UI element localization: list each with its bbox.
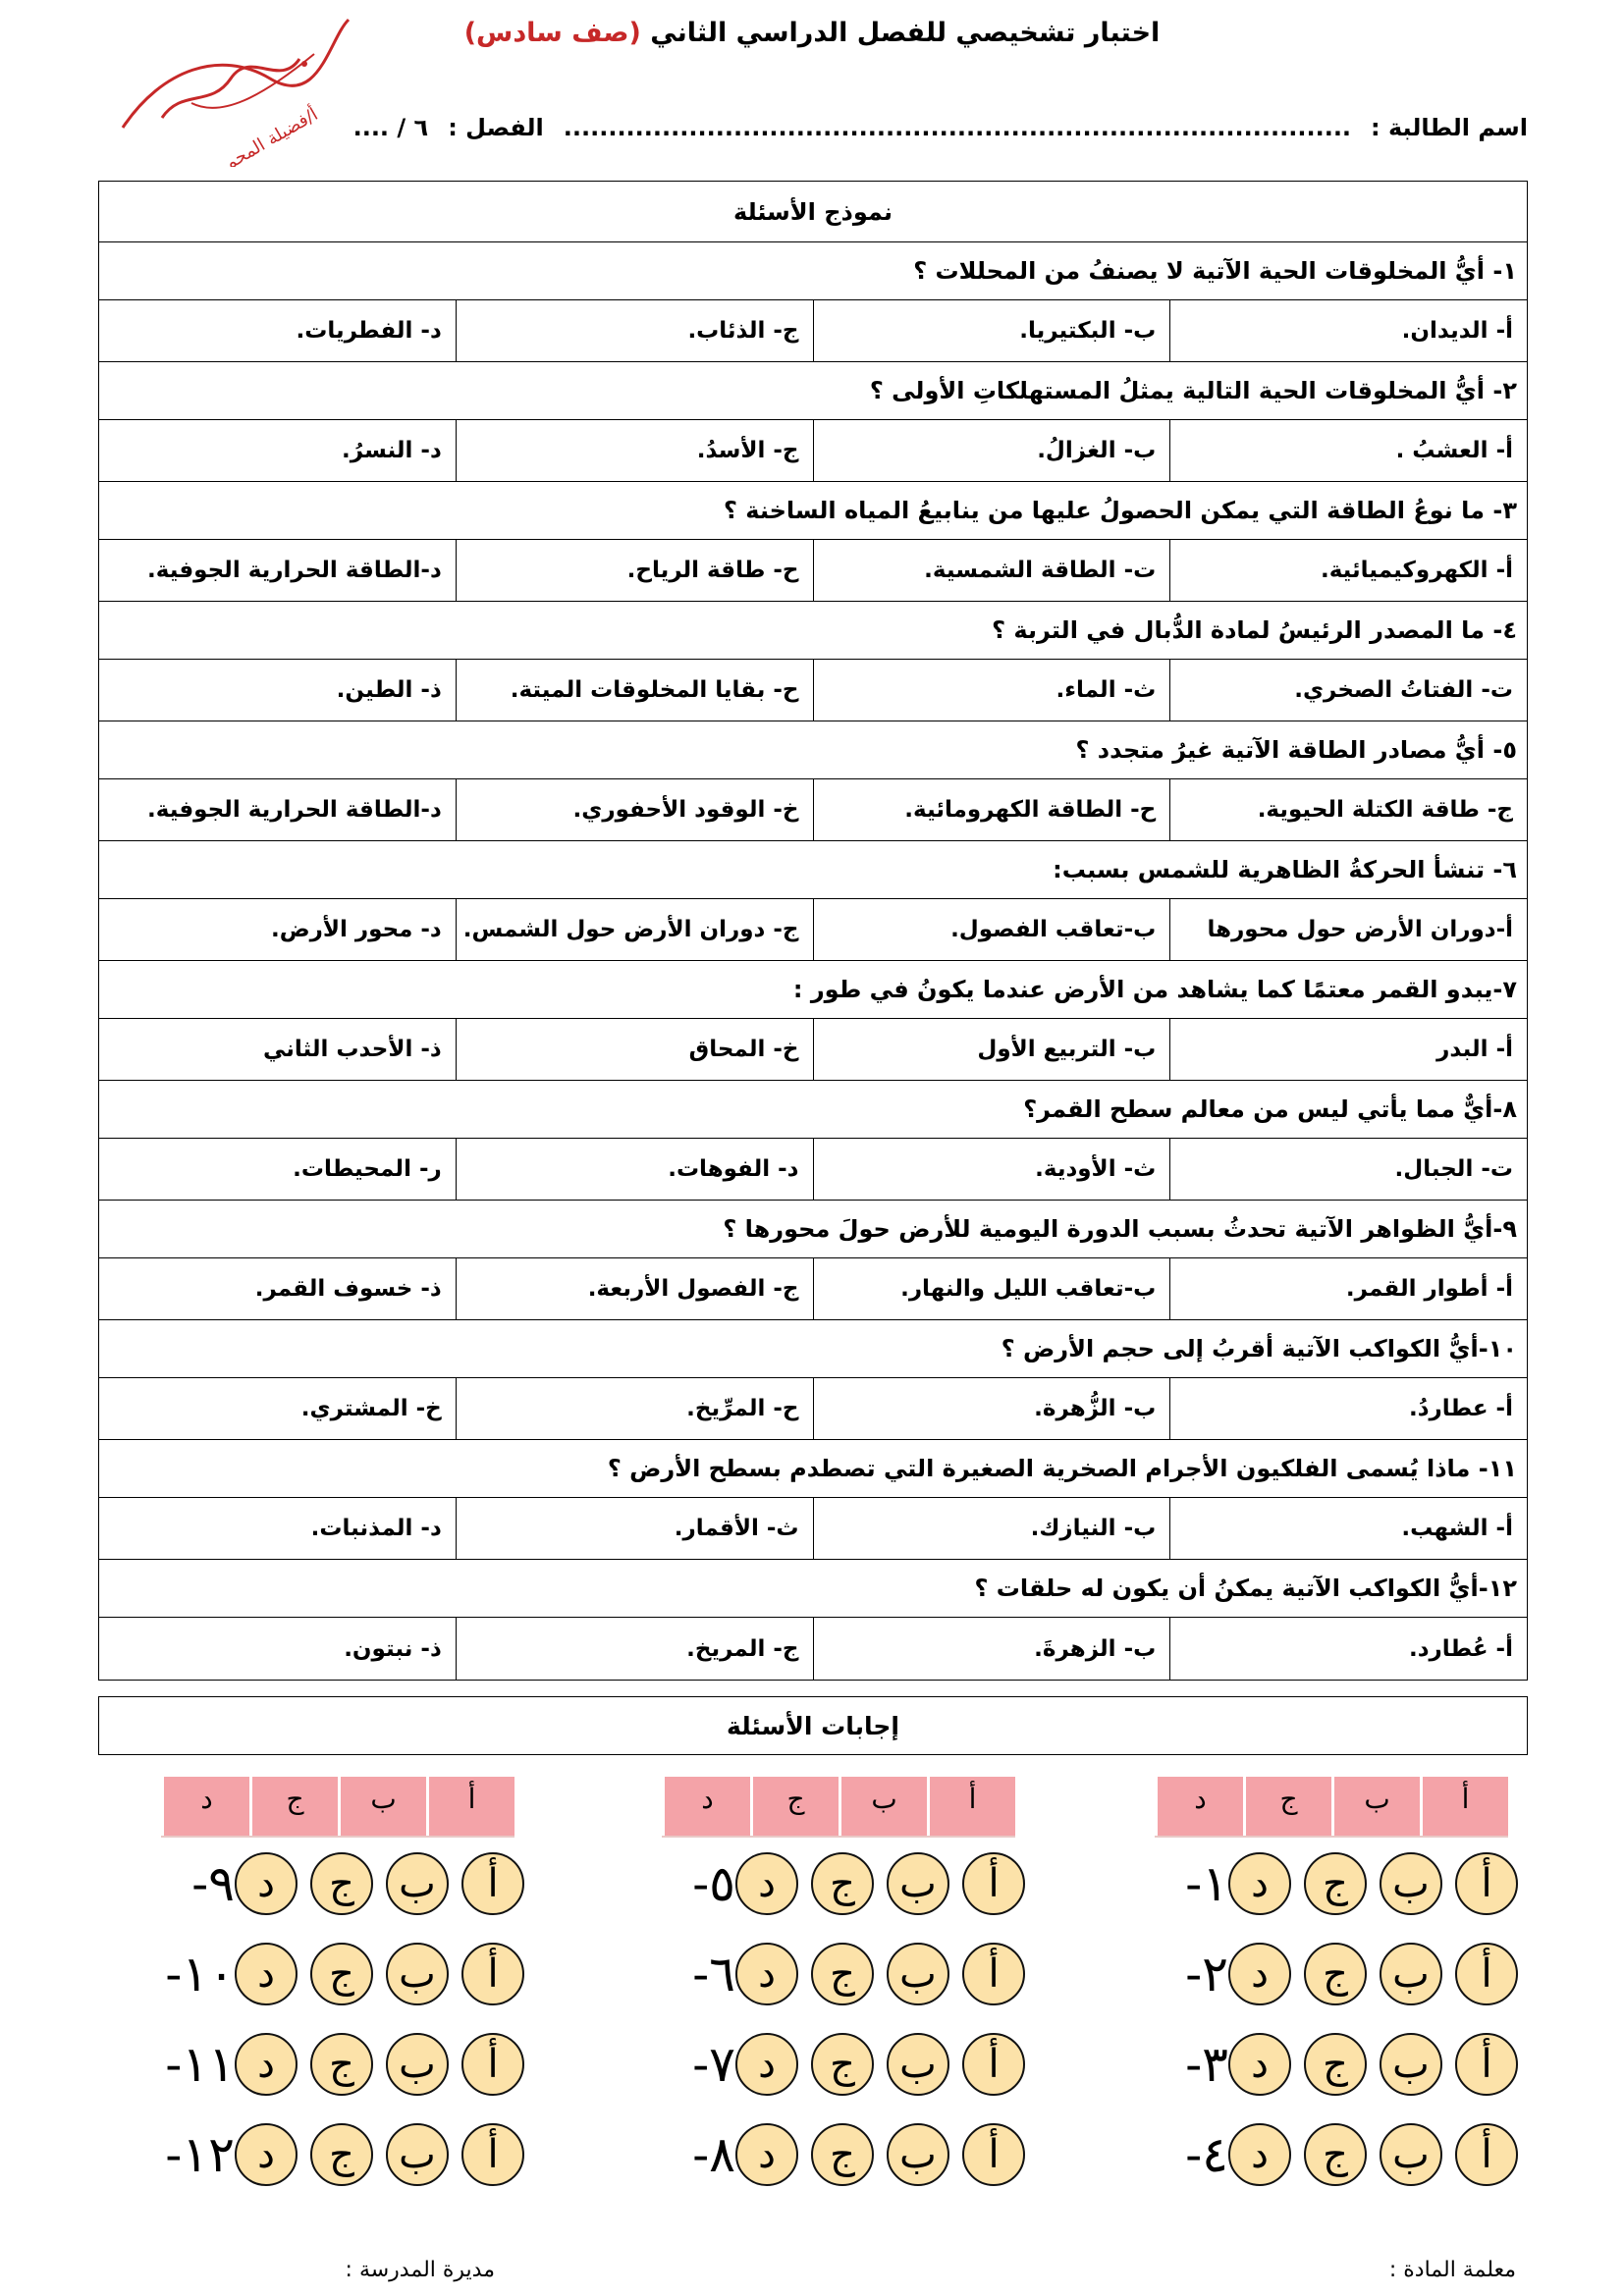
- answer-bubble[interactable]: ج: [1304, 1852, 1367, 1915]
- answer-bubble[interactable]: ب: [386, 2123, 449, 2186]
- answer-number: ٦-: [692, 1946, 735, 2002]
- principal-label: مديرة المدرسة :: [345, 2258, 495, 2282]
- answer-number: ٣-: [1185, 2036, 1228, 2093]
- question-text: ٩-أيُّ الظواهر الآتية تحدثُ بسبب الدورة اليومية للأرض حولَ محورها ؟: [99, 1201, 1527, 1258]
- exam-grade: (صف سادس): [463, 18, 641, 48]
- option-cell: ب- الزهرةَ.: [813, 1618, 1170, 1680]
- answer-bubble[interactable]: أ: [962, 1852, 1025, 1915]
- answer-bubble[interactable]: ج: [1304, 2123, 1367, 2186]
- answer-row: [662, 2020, 1035, 2109]
- answer-bubbles: [735, 1943, 1025, 2005]
- answer-bubble[interactable]: ج: [310, 1943, 373, 2005]
- question-text: ٤- ما المصدر الرئيسُ لمادة الدُّبال في التربة ؟: [99, 602, 1527, 660]
- question-text: ٢- أيُّ المخلوقات الحية التالية يمثلُ المستهلكاتِ الأولى ؟: [99, 362, 1527, 420]
- option-cell: ج- الفصول الأربعة.: [456, 1258, 813, 1319]
- answer-bubble[interactable]: د: [235, 1943, 298, 2005]
- answer-bubble[interactable]: ب: [386, 1852, 449, 1915]
- answer-bubbles: [735, 2033, 1025, 2096]
- answer-block-2: [662, 1777, 1035, 2199]
- option-cell: د- المذنبات.: [310, 1516, 442, 1541]
- student-info-line: [353, 108, 1528, 147]
- option-cell: خ- المحاق: [456, 1019, 813, 1080]
- answer-bubbles: [1228, 1943, 1518, 2005]
- answer-letter-header-cell: ب: [338, 1777, 426, 1836]
- student-name-label: اسم الطالبة :: [1371, 114, 1528, 141]
- option-cell: ث- الماء.: [813, 660, 1170, 721]
- answer-letter-header-cell: أ: [426, 1777, 514, 1836]
- option-cell: ذ- الأحدب الثاني: [262, 1037, 442, 1062]
- answer-bubble[interactable]: أ: [461, 1943, 524, 2005]
- question-text: ١٢-أيُّ الكواكب الآتية يمكنُ أن يكون له حلقات ؟: [99, 1560, 1527, 1618]
- option-cell: د-الطاقة الحرارية الجوفية.: [147, 558, 442, 583]
- answer-row: [1155, 2110, 1528, 2199]
- option-cell: أ- العشبُ .: [1169, 420, 1527, 481]
- answer-bubble[interactable]: أ: [1455, 2123, 1518, 2186]
- answer-letters-header: [1155, 1777, 1508, 1838]
- option-cell: د- محور الأرض.: [270, 917, 442, 942]
- answer-row: [1155, 1840, 1528, 1928]
- answer-bubble[interactable]: أ: [962, 2033, 1025, 2096]
- answer-number: ١-: [1185, 1855, 1228, 1912]
- option-cell: ت- الجبال.: [1169, 1139, 1527, 1200]
- option-cell: ب- البكتيريا.: [813, 300, 1170, 361]
- answer-letter-header-cell: ج: [750, 1777, 839, 1836]
- option-cell: أ- البدر: [1169, 1019, 1527, 1080]
- answer-bubble[interactable]: ب: [887, 2033, 949, 2096]
- answer-bubble[interactable]: ج: [811, 2123, 874, 2186]
- option-cell: ت- الفتاتُ الصخري.: [1169, 660, 1527, 721]
- question-text: ٨-أيٌّ مما يأتي ليس من معالم سطح القمر؟: [99, 1081, 1527, 1139]
- question-options-row: [99, 420, 1527, 482]
- answer-row: [662, 2110, 1035, 2199]
- answer-letter-header-cell: ج: [249, 1777, 338, 1836]
- question-options-row: [99, 1139, 1527, 1201]
- question-options-row: [99, 660, 1527, 721]
- question-text: ١- أيُّ المخلوقات الحية الآتية لا يصنفُ من المحللات ؟: [99, 242, 1527, 300]
- answer-bubbles: [235, 2123, 524, 2186]
- answer-bubble[interactable]: ج: [811, 1852, 874, 1915]
- answer-bubble[interactable]: د: [735, 1852, 798, 1915]
- option-cell: ر- المحيطات.: [293, 1156, 442, 1182]
- answer-letters-header: [662, 1777, 1015, 1838]
- student-name-blank: ........................................................................................: [563, 114, 1352, 141]
- answer-bubble[interactable]: د: [235, 2033, 298, 2096]
- answer-bubble[interactable]: ج: [310, 1852, 373, 1915]
- answer-bubble[interactable]: أ: [962, 1943, 1025, 2005]
- option-cell: ب-تعاقب الفصول.: [813, 899, 1170, 960]
- question-text: ٥- أيُّ مصادر الطاقة الآتية غيرُ متجدد ؟: [99, 721, 1527, 779]
- answer-number: ٩-: [191, 1855, 235, 1912]
- answer-bubbles: [735, 2123, 1025, 2186]
- answer-number: ٢-: [1185, 1946, 1228, 2002]
- answer-letters-header: [161, 1777, 514, 1838]
- question-options-row: [99, 1019, 1527, 1081]
- option-cell: ذ- نبتون.: [344, 1635, 442, 1662]
- teacher-signature: [103, 10, 358, 167]
- answer-row: [161, 2110, 534, 2199]
- question-options-row: [99, 1258, 1527, 1320]
- option-cell: ب- الغزالُ.: [813, 420, 1170, 481]
- answer-bubbles: [1228, 2123, 1518, 2186]
- option-cell: ذ- الطين.: [336, 677, 442, 703]
- option-cell: أ- عطاردُ.: [1169, 1378, 1527, 1439]
- answer-bubble[interactable]: ج: [310, 2123, 373, 2186]
- signature-drawing: [103, 10, 358, 167]
- answer-bubbles: [235, 1852, 524, 1915]
- answer-letter-header-cell: د: [662, 1777, 750, 1836]
- option-cell: ب- التربيع الأول: [813, 1019, 1170, 1080]
- question-options-row: [99, 540, 1527, 602]
- answer-bubble[interactable]: ج: [310, 2033, 373, 2096]
- option-cell: خ- المشتري.: [300, 1396, 442, 1421]
- answer-letter-header-cell: أ: [927, 1777, 1015, 1836]
- answers-header: [98, 1696, 1528, 1755]
- option-cell: ث- الأودية.: [813, 1139, 1170, 1200]
- option-cell: ح- طاقة الرياح.: [456, 540, 813, 601]
- option-cell: ج- طاقة الكتلة الحيوية.: [1169, 779, 1527, 840]
- answer-bubble[interactable]: ب: [887, 1943, 949, 2005]
- question-text: ٣- ما نوعُ الطاقة التي يمكن الحصولُ عليها من ينابيعُ المياه الساخنة ؟: [99, 482, 1527, 540]
- option-cell: أ- عُطارد.: [1169, 1618, 1527, 1680]
- answer-number: ٥-: [692, 1855, 735, 1912]
- option-cell: د- الفوهات.: [456, 1139, 813, 1200]
- question-options-row: [99, 1378, 1527, 1440]
- option-cell: ث- الأقمار.: [456, 1498, 813, 1559]
- option-cell: د-الطاقة الحرارية الجوفية.: [147, 797, 442, 823]
- answer-number: ١٠-: [165, 1946, 235, 2002]
- answer-bubble[interactable]: د: [735, 2123, 798, 2186]
- questions-header-label: نموذج الأسئلة: [733, 197, 893, 226]
- option-cell: أ- الكهروكيميائية.: [1169, 540, 1527, 601]
- answer-letter-header-cell: ب: [1331, 1777, 1420, 1836]
- answer-bubble[interactable]: أ: [461, 2033, 524, 2096]
- answer-bubbles: [735, 1852, 1025, 1915]
- questions-table: [98, 181, 1528, 1681]
- option-cell: أ- أطوار القمر.: [1169, 1258, 1527, 1319]
- answer-bubble[interactable]: ج: [811, 1943, 874, 2005]
- answer-row: [161, 1840, 534, 1928]
- answer-bubble[interactable]: د: [1228, 1943, 1291, 2005]
- option-cell: ج- الذئاب.: [456, 300, 813, 361]
- question-text: ٧-يبدو القمر معتمًا كما يشاهد من الأرض عندما يكونُ في طور :: [99, 961, 1527, 1019]
- option-cell: ح- المرِّيخ.: [456, 1378, 813, 1439]
- answer-bubble[interactable]: ب: [887, 2123, 949, 2186]
- option-cell: ج- الأسدُ.: [456, 420, 813, 481]
- answers-header-label: إجابات الأسئلة: [727, 1711, 899, 1740]
- answer-number: ٤-: [1185, 2126, 1228, 2183]
- answer-bubble[interactable]: د: [1228, 1852, 1291, 1915]
- answer-letter-header-cell: أ: [1420, 1777, 1508, 1836]
- answer-letter-header-cell: ب: [839, 1777, 927, 1836]
- answer-bubble[interactable]: د: [735, 2033, 798, 2096]
- option-cell: ح- الطاقة الكهرومائية.: [813, 779, 1170, 840]
- option-cell: ذ- خسوف القمر.: [254, 1276, 442, 1302]
- option-cell: ب- النيازك.: [813, 1498, 1170, 1559]
- answer-row: [662, 1930, 1035, 2018]
- answer-bubble[interactable]: أ: [1455, 1943, 1518, 2005]
- answer-block-1: [1155, 1777, 1528, 2199]
- signature-name: أ/فضيلة المحمي: [209, 104, 322, 167]
- answer-bubbles: [1228, 1852, 1518, 1915]
- answer-bubble[interactable]: ج: [811, 2033, 874, 2096]
- question-options-row: [99, 1498, 1527, 1560]
- answer-number: ٧-: [692, 2036, 735, 2093]
- question-options-row: [99, 300, 1527, 362]
- answer-bubble[interactable]: د: [1228, 2033, 1291, 2096]
- teacher-label: معلمة المادة :: [1388, 2258, 1516, 2282]
- answer-row: [1155, 1930, 1528, 2018]
- option-cell: أ- الشهب.: [1169, 1498, 1527, 1559]
- answer-bubble[interactable]: ج: [1304, 2033, 1367, 2096]
- answer-letter-header-cell: د: [1155, 1777, 1243, 1836]
- option-cell: أ-دوران الأرض حول محورها: [1169, 899, 1527, 960]
- answer-number: ١١-: [165, 2036, 235, 2093]
- answer-letter-header-cell: ج: [1243, 1777, 1331, 1836]
- question-text: ٦- تنشأ الحركةُ الظاهرية للشمس بسبب:: [99, 841, 1527, 899]
- answer-bubble[interactable]: ب: [887, 1852, 949, 1915]
- answer-row: [161, 2020, 534, 2109]
- option-cell: ح- بقايا المخلوقات الميتة.: [456, 660, 813, 721]
- answer-bubble[interactable]: د: [1228, 2123, 1291, 2186]
- option-cell: ب- الزُّهرة.: [813, 1378, 1170, 1439]
- answer-letter-header-cell: د: [161, 1777, 249, 1836]
- class-label: الفصل :: [448, 114, 544, 141]
- answer-bubble[interactable]: ج: [1304, 1943, 1367, 2005]
- answer-bubble[interactable]: ب: [1380, 2123, 1442, 2186]
- answer-bubble[interactable]: د: [235, 1852, 298, 1915]
- answer-bubble[interactable]: أ: [1455, 2033, 1518, 2096]
- option-cell: ج- دوران الأرض حول الشمس.: [456, 899, 813, 960]
- option-cell: ب-تعاقب الليل والنهار.: [813, 1258, 1170, 1319]
- answer-number: ١٢-: [165, 2126, 235, 2183]
- question-text: ١١- ماذا يُسمى الفلكيون الأجرام الصخرية الصغيرة التي تصطدم بسطح الأرض ؟: [99, 1440, 1527, 1498]
- option-cell: ت- الطاقة الشمسية.: [813, 540, 1170, 601]
- answer-bubble[interactable]: ب: [1380, 1943, 1442, 2005]
- answer-bubbles: [235, 2033, 524, 2096]
- answer-bubble[interactable]: ب: [386, 2033, 449, 2096]
- answer-bubbles: [235, 1943, 524, 2005]
- option-cell: د- النسرُ.: [342, 438, 442, 463]
- answer-bubbles: [1228, 2033, 1518, 2096]
- option-cell: د- الفطريات.: [296, 318, 442, 344]
- answer-bubble[interactable]: د: [735, 1943, 798, 2005]
- answer-bubble[interactable]: ب: [1380, 2033, 1442, 2096]
- questions-table-header: [99, 182, 1527, 242]
- answer-row: [1155, 2020, 1528, 2109]
- answer-bubble[interactable]: أ: [461, 2123, 524, 2186]
- answer-bubble[interactable]: أ: [461, 1852, 524, 1915]
- answer-block-3: [161, 1777, 534, 2199]
- question-options-row: [99, 1618, 1527, 1680]
- option-cell: ج- المريخ.: [456, 1618, 813, 1680]
- answer-bubble[interactable]: ب: [1380, 1852, 1442, 1915]
- option-cell: أ- الديدان.: [1169, 300, 1527, 361]
- answer-bubble[interactable]: ب: [386, 1943, 449, 2005]
- answer-row: [662, 1840, 1035, 1928]
- answer-row: [161, 1930, 534, 2018]
- answer-bubble[interactable]: أ: [1455, 1852, 1518, 1915]
- answer-bubble[interactable]: د: [235, 2123, 298, 2186]
- class-value: ٦ / ....: [352, 114, 429, 141]
- question-text: ١٠-أيُّ الكواكب الآتية أقربُ إلى حجم الأرض ؟: [99, 1320, 1527, 1378]
- answer-number: ٨-: [692, 2126, 735, 2183]
- exam-title-main: اختبار تشخيصي للفصل الدراسي الثاني: [650, 18, 1161, 48]
- question-options-row: [99, 899, 1527, 961]
- question-options-row: [99, 779, 1527, 841]
- option-cell: خ- الوقود الأحفوري.: [456, 779, 813, 840]
- answer-bubble[interactable]: أ: [962, 2123, 1025, 2186]
